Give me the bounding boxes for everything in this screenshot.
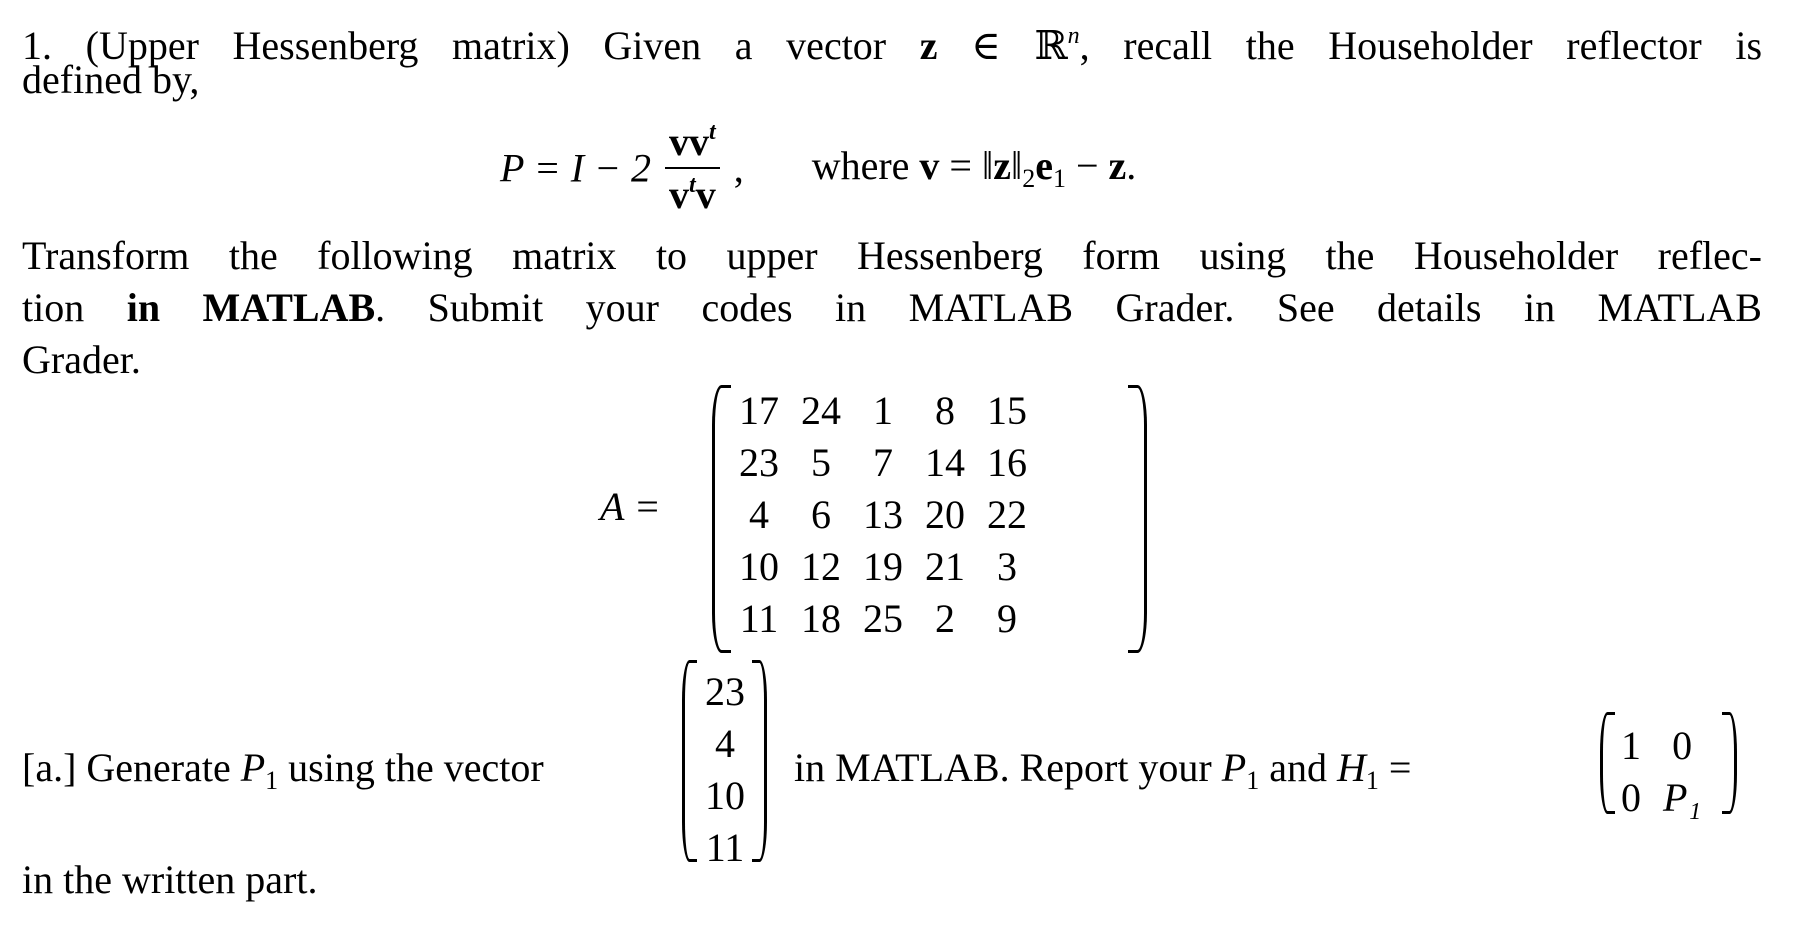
p-subscript-2: 1 <box>1246 766 1260 795</box>
matrix-cell: 19 <box>863 544 903 589</box>
matrix-row <box>728 541 1038 593</box>
fraction-bar <box>665 167 720 169</box>
matrix-right-paren <box>1128 385 1147 653</box>
instructions-text: tion <box>22 285 127 330</box>
block-right-paren <box>1722 712 1737 814</box>
vector-entry: 4 <box>715 721 735 766</box>
matrix-cell: 25 <box>863 596 903 641</box>
e-symbol: e <box>1035 143 1053 188</box>
instructions-line-3: Grader. <box>22 337 141 382</box>
matrix-row <box>728 437 1038 489</box>
householder-formula <box>500 118 1136 218</box>
problem-statement-line-2: defined by, <box>22 57 200 102</box>
block-cell-p1: P₁ <box>1663 775 1702 820</box>
vector-table <box>694 666 756 874</box>
instructions-line-1: Transform the following matrix to upper Hessenberg form using the Householder reflec- <box>22 233 1762 278</box>
matrix-cell: 12 <box>801 544 841 589</box>
denominator-v: v <box>669 172 690 217</box>
norm-close: ‖ <box>1010 143 1023 188</box>
matrix-cell: 16 <box>987 440 1027 485</box>
vector-entry: 11 <box>705 825 745 870</box>
instructions-line-2 <box>22 284 1762 332</box>
matrix-row <box>728 385 1038 437</box>
matrix-a-table <box>728 385 1038 645</box>
matrix-cell: 23 <box>739 440 779 485</box>
matrix-cell: 22 <box>987 492 1027 537</box>
block-cell: 0 <box>1621 775 1641 820</box>
matrix-cell: 9 <box>997 596 1017 641</box>
formula-comma: , <box>733 145 744 191</box>
part-a <box>22 660 1782 902</box>
matrix-cell: 8 <box>935 388 955 433</box>
matrix-cell: 14 <box>925 440 965 485</box>
part-a-lead <box>22 744 544 796</box>
z-symbol: z <box>993 143 1011 188</box>
problem-text-continued: , recall the Householder reflector is <box>1079 23 1763 68</box>
matrix-cell: 13 <box>863 492 903 537</box>
part-a-closing: in the written part. <box>22 857 318 902</box>
p-symbol: P <box>240 745 266 790</box>
matrix-cell: 11 <box>739 596 779 641</box>
norm-subscript: 2 <box>1022 164 1036 193</box>
instructions-text-continued: . Submit your codes in MATLAB Grader. See details in MATLAB <box>375 285 1762 330</box>
numerator-vv: vv <box>669 119 710 164</box>
formula-where-clause <box>811 143 1137 193</box>
matrix-a-label: A = <box>600 484 661 529</box>
matrix-cell: 3 <box>997 544 1017 589</box>
part-a-report-text <box>794 744 1411 796</box>
e-subscript: 1 <box>1052 164 1066 193</box>
vector-right-paren <box>752 660 767 862</box>
matrix-cell: 24 <box>801 388 841 433</box>
problem-text: 1. (Upper Hessenberg matrix) Given a vector <box>22 23 920 68</box>
matrix-row <box>728 489 1038 541</box>
formula-lhs: P = I − 2 <box>500 145 652 191</box>
v-symbol: v <box>919 143 940 188</box>
matrix-cell: 20 <box>925 492 965 537</box>
in-matlab-bold: in MATLAB <box>126 285 376 330</box>
matrix-cell: 18 <box>801 596 841 641</box>
numerator-transpose: t <box>709 119 716 145</box>
matrix-cell: 6 <box>811 492 831 537</box>
fraction-denominator <box>665 171 720 218</box>
h-symbol: H <box>1336 745 1366 790</box>
in-symbol: ∈ <box>937 23 1035 68</box>
and-text: and <box>1259 745 1337 790</box>
fraction-numerator <box>665 118 720 165</box>
real-numbers-symbol: ℝ <box>1034 23 1068 68</box>
vector-entry: 10 <box>705 773 745 818</box>
part-a-using-text: using the vector <box>278 745 544 790</box>
period: . <box>1126 143 1137 188</box>
matrix-cell: 21 <box>925 544 965 589</box>
h-subscript: 1 <box>1365 766 1379 795</box>
vector-entry: 23 <box>705 669 745 714</box>
part-a-text: [a.] Generate <box>22 745 241 790</box>
matrix-cell: 10 <box>739 544 779 589</box>
denominator-transpose: t <box>689 172 696 198</box>
matrix-cell: 15 <box>987 388 1027 433</box>
matrix-cell: 2 <box>935 596 955 641</box>
p-symbol-2: P <box>1221 745 1247 790</box>
formula-fraction <box>665 118 720 218</box>
minus-sign: − <box>1065 143 1109 188</box>
equals-norm-open: = ‖ <box>939 143 994 188</box>
report-text: in MATLAB. Report your <box>794 745 1222 790</box>
matrix-row <box>728 593 1038 645</box>
matrix-cell: 17 <box>739 388 779 433</box>
z-vector-symbol: z <box>919 23 938 68</box>
matrix-cell: 5 <box>811 440 831 485</box>
dimension-n: n <box>1067 23 1080 49</box>
z-symbol-2: z <box>1108 143 1127 188</box>
denominator-v-end: v <box>695 172 716 217</box>
where-text: where <box>811 143 920 188</box>
matrix-cell: 7 <box>873 440 893 485</box>
block-cell: 0 <box>1672 723 1693 768</box>
block-cell: 1 <box>1621 723 1641 768</box>
matrix-cell: 1 <box>873 388 893 433</box>
equals-sign: = <box>1378 745 1412 790</box>
block-matrix-table <box>1610 720 1712 824</box>
matrix-cell: 4 <box>749 492 769 537</box>
p-subscript: 1 <box>265 766 279 795</box>
